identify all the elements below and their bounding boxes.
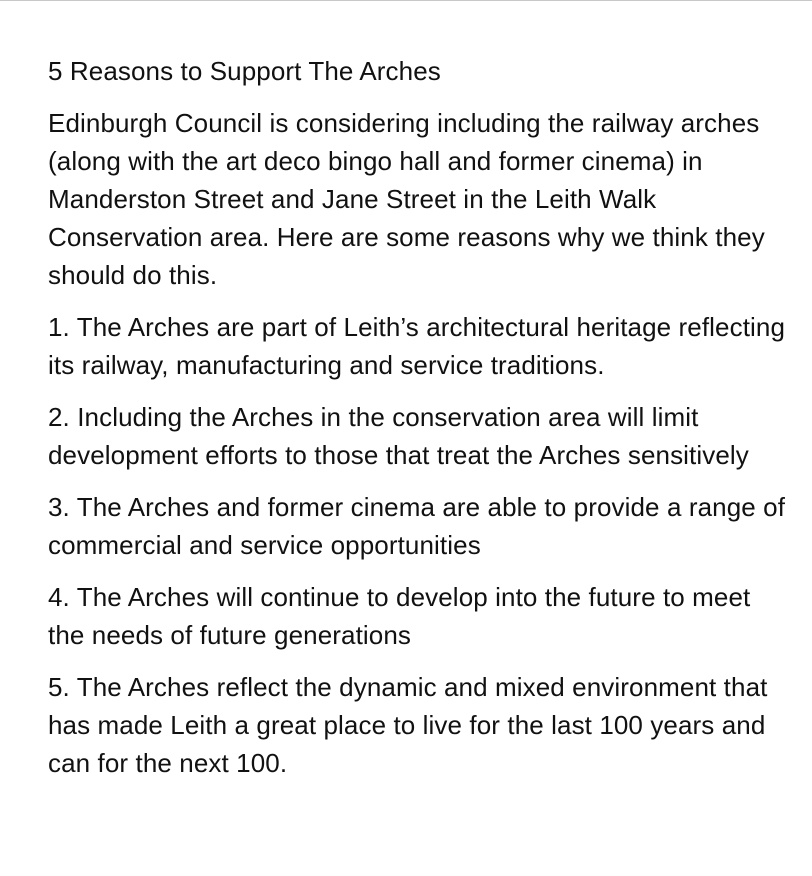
document-body [48, 52, 788, 796]
reason-3: 3. The Arches and former cinema are able to provide a range of commercial and service opportunities [48, 492, 786, 560]
reason-1: 1. The Arches are part of Leith’s architectural heritage reflecting its railway, manufacturing and service traditions. [48, 312, 786, 380]
document-title: 5 Reasons to Support The Arches [48, 56, 441, 86]
intro-paragraph: Edinburgh Council is considering including the railway arches (along with the art deco bingo hall and former cinema) in Manderston Street and Jane Street in the Leith Walk Conservation area. Here are some reasons why we think they should do this. [48, 108, 765, 290]
top-divider [0, 0, 812, 1]
reason-2: 2. Including the Arches in the conservation area will limit development efforts to those that treat the Arches sensitively [48, 402, 749, 470]
reason-4: 4. The Arches will continue to develop into the future to meet the needs of future generations [48, 582, 751, 650]
reason-5: 5. The Arches reflect the dynamic and mixed environment that has made Leith a great place to live for the last 100 years and can for the next 100. [48, 672, 768, 778]
